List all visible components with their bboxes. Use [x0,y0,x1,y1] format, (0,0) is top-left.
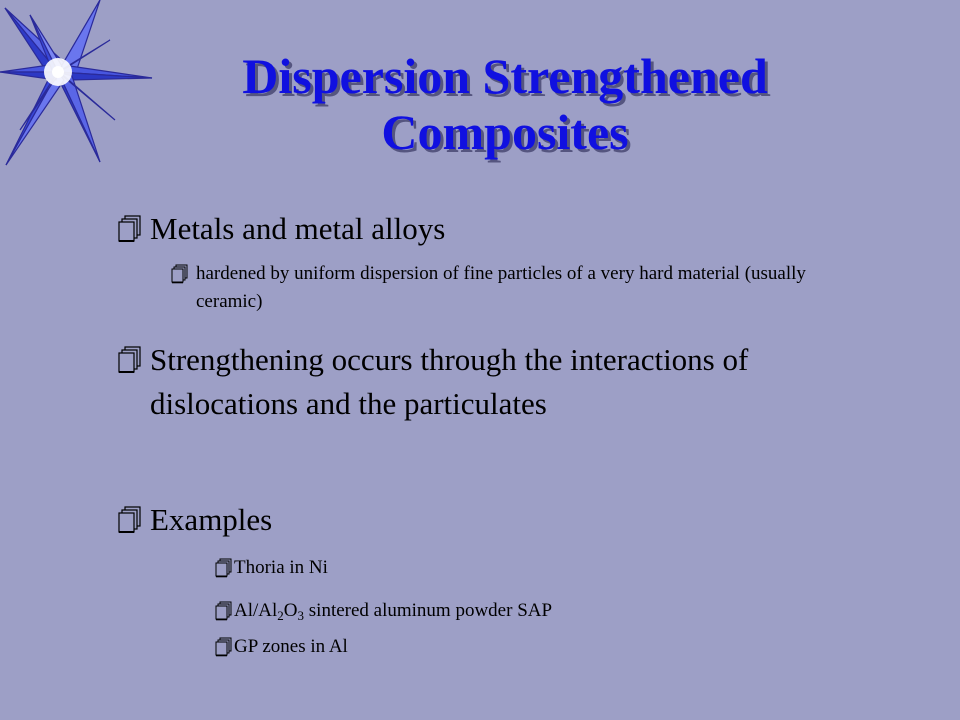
example-item [214,597,814,625]
stacked-pages-icon [214,558,232,578]
subscript: 2 [277,608,284,623]
bullet-text: hardened by uniform dispersion of fine particles of a very hard material (usually ceramic) [196,263,806,312]
slide-title [160,48,850,160]
bullet-text: GP zones in Al [234,636,348,657]
title-line-2: Composites [381,104,629,160]
subscript: 3 [297,608,305,623]
bullet-item [116,207,896,251]
bullet-text: Metals and metal alloys [150,211,446,246]
stacked-pages-icon [116,346,142,374]
example-item [214,633,814,661]
example-item [214,554,814,582]
bullet-text [234,597,552,625]
bullet-item [116,498,816,542]
stacked-pages-icon [214,637,232,657]
bullet-text: Examples [150,502,273,537]
stacked-pages-icon [170,264,188,284]
stacked-pages-icon [116,215,142,243]
bullet-text: Thoria in Ni [234,557,328,578]
text-part: O [283,600,298,621]
stacked-pages-icon [214,601,232,621]
sub-bullet-item [170,260,870,316]
bullet-item [116,338,836,426]
text-part: Al/Al [234,600,278,621]
stacked-pages-icon [116,506,142,534]
bullet-text: Strengthening occurs through the interactions of dislocations and the particulates [150,342,749,421]
text-part: sintered aluminum powder SAP [304,600,553,621]
title-line-1: Dispersion Strengthened [242,48,768,104]
compass-star-icon [0,0,160,175]
